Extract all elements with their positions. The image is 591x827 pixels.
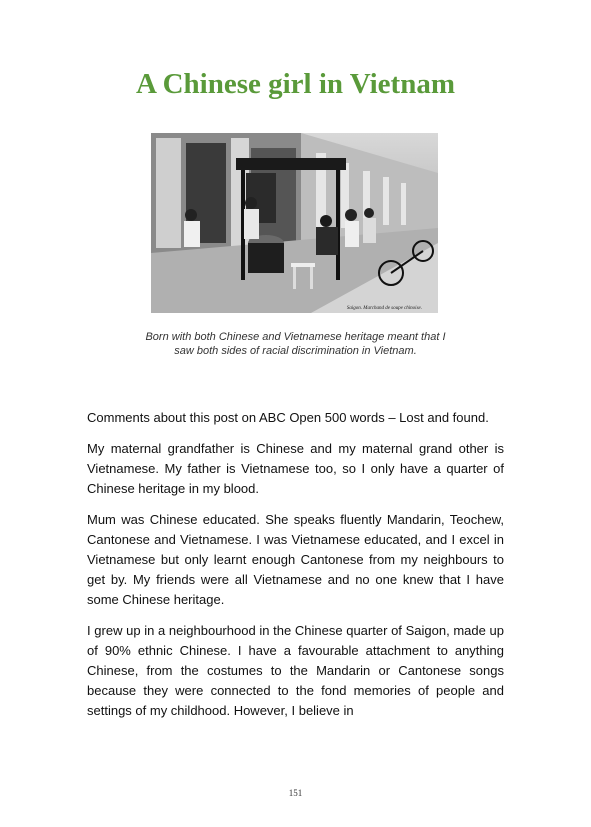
paragraph: I grew up in a neighbourhood in the Chinese quarter of Saigon, made up of 90% ethnic Chinese. I have a favourable attachment to anything Chinese, from the costumes to the Mandarin or Cantonese songs because they were connected to the fond memories of people and settings of my childhood. However, I believe in [87,623,504,718]
paragraph: Comments about this post on ABC Open 500 words – Lost and found. [87,410,489,425]
article-body [87,408,504,732]
photo-caption: Born with both Chinese and Vietnamese heritage meant that I saw both sides of racial discrimination in Vietnam. [145,331,446,357]
photo-inner-caption: Saigon. Marchand de soupe chinoise. [346,306,422,311]
street-food-stall-photo [151,133,438,313]
paragraph: My maternal grandfather is Chinese and my maternal grand other is Vietnamese. My father is Vietnamese too, so I only have a quarter of Chinese heritage in my blood. [87,441,504,496]
photo-illustration [151,133,438,313]
page-title: A Chinese girl in Vietnam [135,68,455,100]
page-number: 151 [288,788,303,798]
paragraph: Mum was Chinese educated. She speaks fluently Mandarin, Teochew, Cantonese and Vietnamese. I was Vietnamese educated, and I excel in Vietnamese but only learnt enough Cantonese from my neighbours to get by. My friends were all Vietnamese and no one knew that I have some Chinese heritage. [87,512,504,607]
